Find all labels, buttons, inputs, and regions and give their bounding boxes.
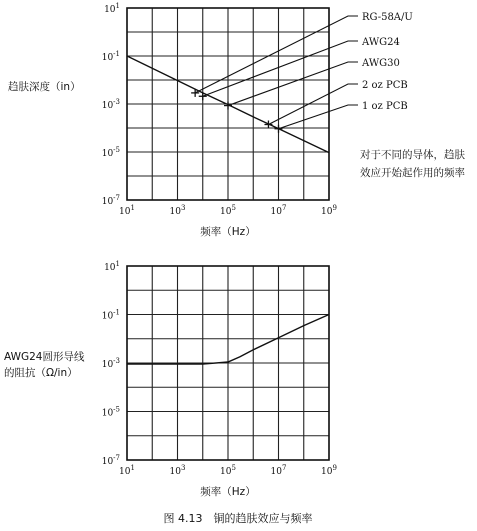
x-tick-label: $10^5$ [220, 464, 236, 477]
x-tick-label: $10^5$ [220, 204, 236, 217]
y-tick-label: $10^{-1}$ [101, 308, 120, 322]
y-tick-label: $10^{-5}$ [101, 405, 120, 419]
x-tick-label: $10^9$ [321, 204, 337, 217]
y-tick-label: $10^{-7}$ [101, 194, 120, 207]
x-tick-label: $10^7$ [270, 204, 287, 217]
note-line: 效应开始起作用的频率 [360, 167, 465, 179]
impedance-chart [4, 260, 337, 498]
y-tick-label: $10^{-7}$ [101, 454, 120, 467]
x-tick-label: $10^3$ [169, 204, 186, 217]
x-tick-label: $10^7$ [270, 464, 287, 477]
y-axis-label: 趋肤深度（in） [8, 81, 81, 93]
figure-caption: 图 4.13 铜的趋肤效应与频率 [163, 512, 313, 525]
marker-label: AWG30 [362, 58, 400, 69]
y-tick-label: $10^{-1}$ [101, 50, 120, 63]
skin-depth-chart [8, 2, 465, 238]
x-tick-label: $10^1$ [119, 204, 135, 217]
marker-label: AWG24 [362, 37, 400, 48]
y-tick-label: $10^{-5}$ [101, 146, 120, 159]
callout-line [203, 41, 358, 96]
callout-line [279, 105, 359, 129]
note-line: 对于不同的导体，趋肤 [360, 149, 465, 161]
y-axis-label: 的阻抗（Ω/in） [4, 367, 78, 379]
x-tick-label: $10^1$ [119, 464, 135, 477]
y-tick-label: $10^{-3}$ [101, 98, 120, 111]
x-axis-label: 频率（Hz） [200, 486, 256, 498]
y-tick-label: $10^1$ [104, 2, 120, 15]
x-tick-label: $10^3$ [169, 464, 186, 477]
marker-label: 2 oz PCB [362, 80, 408, 91]
x-axis-label: 频率（Hz） [200, 226, 256, 238]
y-axis-label: AWG24圆形导线 [4, 351, 85, 363]
y-tick-label: $10^1$ [104, 260, 120, 273]
marker-label: 1 oz PCB [362, 101, 408, 112]
y-tick-label: $10^{-3}$ [101, 357, 120, 370]
x-tick-label: $10^9$ [321, 464, 337, 477]
callout-line [228, 62, 358, 106]
marker-label: RG-58A/U [362, 12, 413, 23]
callout-line [195, 16, 358, 93]
